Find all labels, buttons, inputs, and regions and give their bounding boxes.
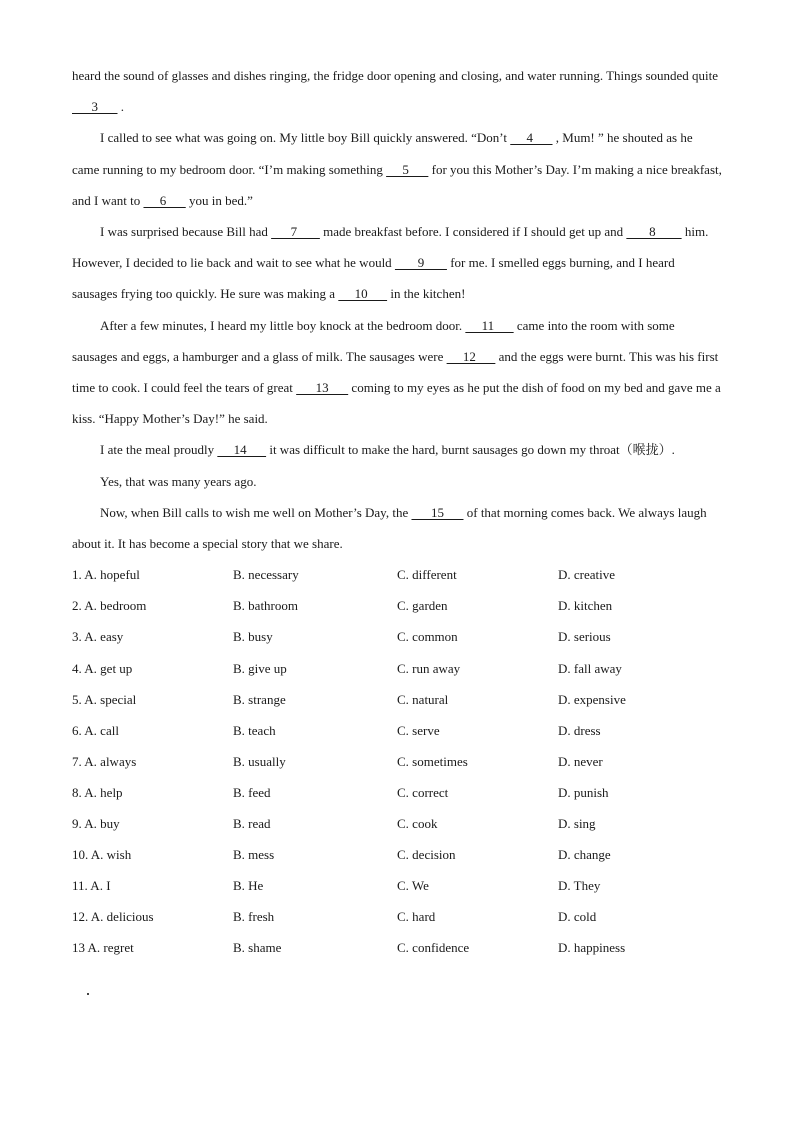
option-d: D. punish — [558, 784, 609, 800]
option-row — [72, 932, 722, 963]
passage-paragraph-7 — [72, 497, 722, 559]
option-b: B. shame — [233, 940, 282, 956]
option-b: B. He — [233, 878, 264, 894]
option-a: 5. A. special — [72, 691, 137, 707]
blank-3: 3 — [72, 99, 118, 115]
passage-paragraph-1 — [72, 60, 722, 122]
text: Now, when Bill calls to wish me well on Mother’s Day, the — [100, 504, 412, 520]
option-d: D. dress — [558, 722, 601, 738]
option-a: 6. A. call — [72, 722, 119, 738]
option-row — [72, 777, 722, 808]
blank-4: 4 — [510, 130, 553, 146]
option-b: B. strange — [233, 691, 286, 707]
passage-paragraph-3 — [72, 216, 722, 310]
option-d: D. never — [558, 753, 603, 769]
option-d: D. happiness — [558, 940, 626, 956]
option-row — [72, 559, 722, 590]
option-d: D. expensive — [558, 691, 626, 707]
document-page — [72, 60, 722, 963]
text: I was surprised because Bill had — [100, 224, 272, 240]
option-b: B. teach — [233, 722, 276, 738]
option-a: 11. A. I — [72, 878, 111, 894]
option-c: C. hard — [397, 909, 436, 925]
text: , Mum! ” he shouted as he came running to my bedroom door. “I’m making something — [72, 130, 693, 177]
option-c: C. We — [397, 878, 429, 894]
option-d: D. cold — [558, 909, 597, 925]
option-c: C. cook — [397, 816, 438, 831]
option-c: C. garden — [397, 598, 448, 614]
text: it was difficult to make the hard, burnt sausages go down my throat（喉拢）. — [266, 442, 675, 458]
option-d: D. kitchen — [558, 598, 613, 614]
blank-13: 13 — [296, 380, 349, 396]
option-row — [72, 808, 722, 839]
text: heard the sound of glasses and dishes ringing, the fridge door opening and closing, and water running. Things sounded quite — [72, 68, 719, 83]
text: made breakfast before. I considered if I should get up and — [319, 224, 627, 240]
option-c: C. confidence — [397, 940, 470, 956]
option-row — [72, 901, 722, 932]
option-c: C. correct — [397, 784, 449, 800]
text: him. However, I decided to lie back and wait to see what he would — [72, 224, 709, 271]
option-row — [72, 684, 722, 715]
text: of that morning comes back. We always laugh about it. It has become a special story that we share. — [72, 504, 707, 552]
text: After a few minutes, I heard my little boy knock at the bedroom door. — [100, 317, 466, 333]
option-d: D. fall away — [558, 660, 622, 676]
text: . — [117, 99, 124, 115]
option-a: 12. A. delicious — [72, 909, 154, 925]
option-a: 1. A. hopeful — [72, 567, 140, 583]
option-a: 9. A. buy — [72, 816, 120, 831]
option-b: B. usually — [233, 753, 286, 769]
blank-7: 7 — [271, 224, 320, 240]
option-b: B. necessary — [233, 567, 299, 583]
text: and the eggs were burnt. This was his first time to cook. I could feel the tears of great — [72, 348, 719, 396]
option-row — [72, 653, 722, 684]
text: coming to my eyes as he put the dish of food on my bed and gave me a kiss. “Happy Mother’s Day!” he said. — [72, 380, 721, 427]
passage-paragraph-4 — [72, 310, 722, 435]
option-d: D. change — [558, 847, 611, 863]
option-row — [72, 621, 722, 652]
option-c: C. decision — [397, 847, 456, 863]
option-a: 10. A. wish — [72, 847, 132, 863]
blank-14: 14 — [217, 442, 267, 458]
option-d: D. They — [558, 878, 601, 894]
blank-11: 11 — [465, 317, 514, 333]
option-b: B. mess — [233, 847, 275, 863]
text: came into the room with some sausages and eggs, a hamburger and a glass of milk. The sausages were — [72, 317, 675, 364]
option-c: C. serve — [397, 722, 440, 738]
option-a: 2. A. bedroom — [72, 598, 147, 614]
blank-6: 6 — [143, 192, 186, 208]
passage-paragraph-5 — [72, 434, 722, 465]
text: in the kitchen! — [387, 286, 466, 302]
option-c: C. sometimes — [397, 753, 468, 769]
answer-options — [72, 559, 722, 963]
option-b: B. read — [233, 816, 271, 831]
option-row — [72, 746, 722, 777]
option-b: B. bathroom — [233, 598, 298, 614]
option-a: 13 A. regret — [72, 940, 134, 956]
option-c: C. different — [397, 567, 457, 583]
blank-9: 9 — [394, 255, 447, 271]
blank-15: 15 — [411, 504, 464, 520]
option-row — [72, 590, 722, 621]
option-d: D. serious — [558, 629, 611, 645]
option-b: B. feed — [233, 784, 271, 800]
passage-paragraph-2 — [72, 122, 722, 216]
option-a: 3. A. easy — [72, 629, 124, 645]
passage-paragraph-6: Yes, that was many years ago. — [100, 473, 257, 489]
option-d: D. sing — [558, 816, 596, 831]
option-c: C. run away — [397, 660, 461, 676]
option-row — [72, 839, 722, 870]
text: for you this Mother’s Day. I’m making a nice breakfast, and I want to — [72, 161, 722, 208]
option-b: B. fresh — [233, 909, 275, 925]
option-a: 8. A. help — [72, 784, 123, 800]
option-a: 7. A. always — [72, 753, 137, 769]
blank-12: 12 — [446, 348, 496, 364]
blank-5: 5 — [386, 161, 429, 177]
option-b: B. busy — [233, 629, 273, 645]
text: you in bed.” — [185, 192, 253, 208]
text: I called to see what was going on. My little boy Bill quickly answered. “Don’t — [100, 130, 511, 146]
option-b: B. give up — [233, 660, 287, 676]
text: I ate the meal proudly — [100, 442, 218, 458]
option-c: C. common — [397, 629, 458, 645]
blank-8: 8 — [626, 224, 682, 240]
option-c: C. natural — [397, 691, 449, 707]
option-row — [72, 715, 722, 746]
option-row — [72, 870, 722, 901]
blank-10: 10 — [338, 286, 388, 302]
text: for me. I smelled eggs burning, and I heard sausages frying too quickly. He sure was making a — [72, 255, 675, 302]
option-d: D. creative — [558, 567, 616, 583]
option-a: 4. A. get up — [72, 660, 133, 676]
stray-dot — [87, 993, 89, 995]
